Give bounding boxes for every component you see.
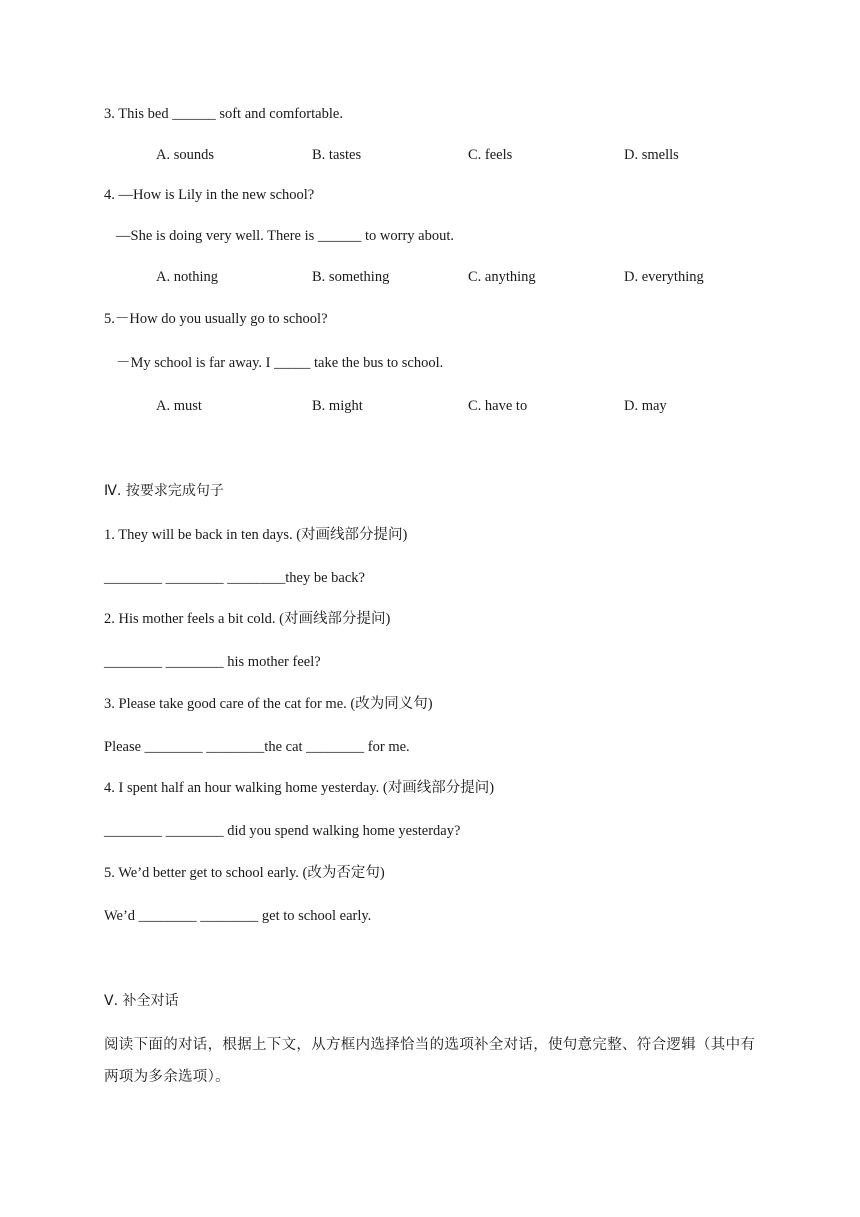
question-5-prompt: 5.－How do you usually go to school?	[104, 311, 328, 327]
option-b: B. tastes	[312, 147, 362, 163]
question-4-reply: —She is doing very well. There is ______ to worry about.	[116, 228, 455, 244]
section-4-item-1-sentence: 1. They will be back in ten days. (对画线部分提问)	[104, 527, 408, 543]
section-4-item-3-answer: Please ________ ________the cat ________ for me.	[104, 739, 410, 755]
section-5-instruction: 阅读下面的对话，根据上下文，从方框内选择恰当的选项补全对话，使句意完整、符合逻辑（其中有两项为多余选项）。	[104, 1037, 756, 1085]
section-4-item-2-answer: ________ ________ his mother feel?	[104, 654, 321, 670]
section-4-item-2-sentence: 2. His mother feels a bit cold. (对画线部分提问)	[104, 611, 391, 627]
option-d: D. everything	[624, 269, 704, 285]
option-c: C. feels	[468, 147, 513, 163]
option-d: D. may	[624, 398, 667, 414]
option-c: C. have to	[468, 398, 528, 414]
question-3-prompt: 3. This bed ______ soft and comfortable.	[104, 106, 343, 122]
section-4-item-4-sentence: 4. I spent half an hour walking home yesterday. (对画线部分提问)	[104, 780, 495, 796]
question-4-options	[156, 268, 776, 286]
option-a: A. sounds	[156, 147, 215, 163]
question-5-reply: －My school is far away. I _____ take the bus to school.	[116, 355, 444, 371]
option-b: B. something	[312, 269, 390, 285]
question-3-options	[156, 146, 776, 164]
question-4-prompt: 4. —How is Lily in the new school?	[104, 187, 315, 203]
section-4-item-5-answer: We’d ________ ________ get to school early.	[104, 908, 372, 924]
section-4-item-3-sentence: 3. Please take good care of the cat for me. (改为同义句)	[104, 696, 433, 712]
option-b: B. might	[312, 398, 363, 414]
question-5-options	[156, 397, 776, 415]
option-a: A. must	[156, 398, 202, 414]
section-4-title: Ⅳ. 按要求完成句子	[104, 483, 224, 499]
option-c: C. anything	[468, 269, 536, 285]
section-4-item-5-sentence: 5. We’d better get to school early. (改为否定句)	[104, 865, 385, 881]
section-4-item-4-answer: ________ ________ did you spend walking home yesterday?	[104, 823, 461, 839]
option-a: A. nothing	[156, 269, 219, 285]
section-5-title: Ⅴ. 补全对话	[104, 993, 179, 1009]
section-4-item-1-answer: ________ ________ ________they be back?	[104, 570, 365, 586]
option-d: D. smells	[624, 147, 679, 163]
